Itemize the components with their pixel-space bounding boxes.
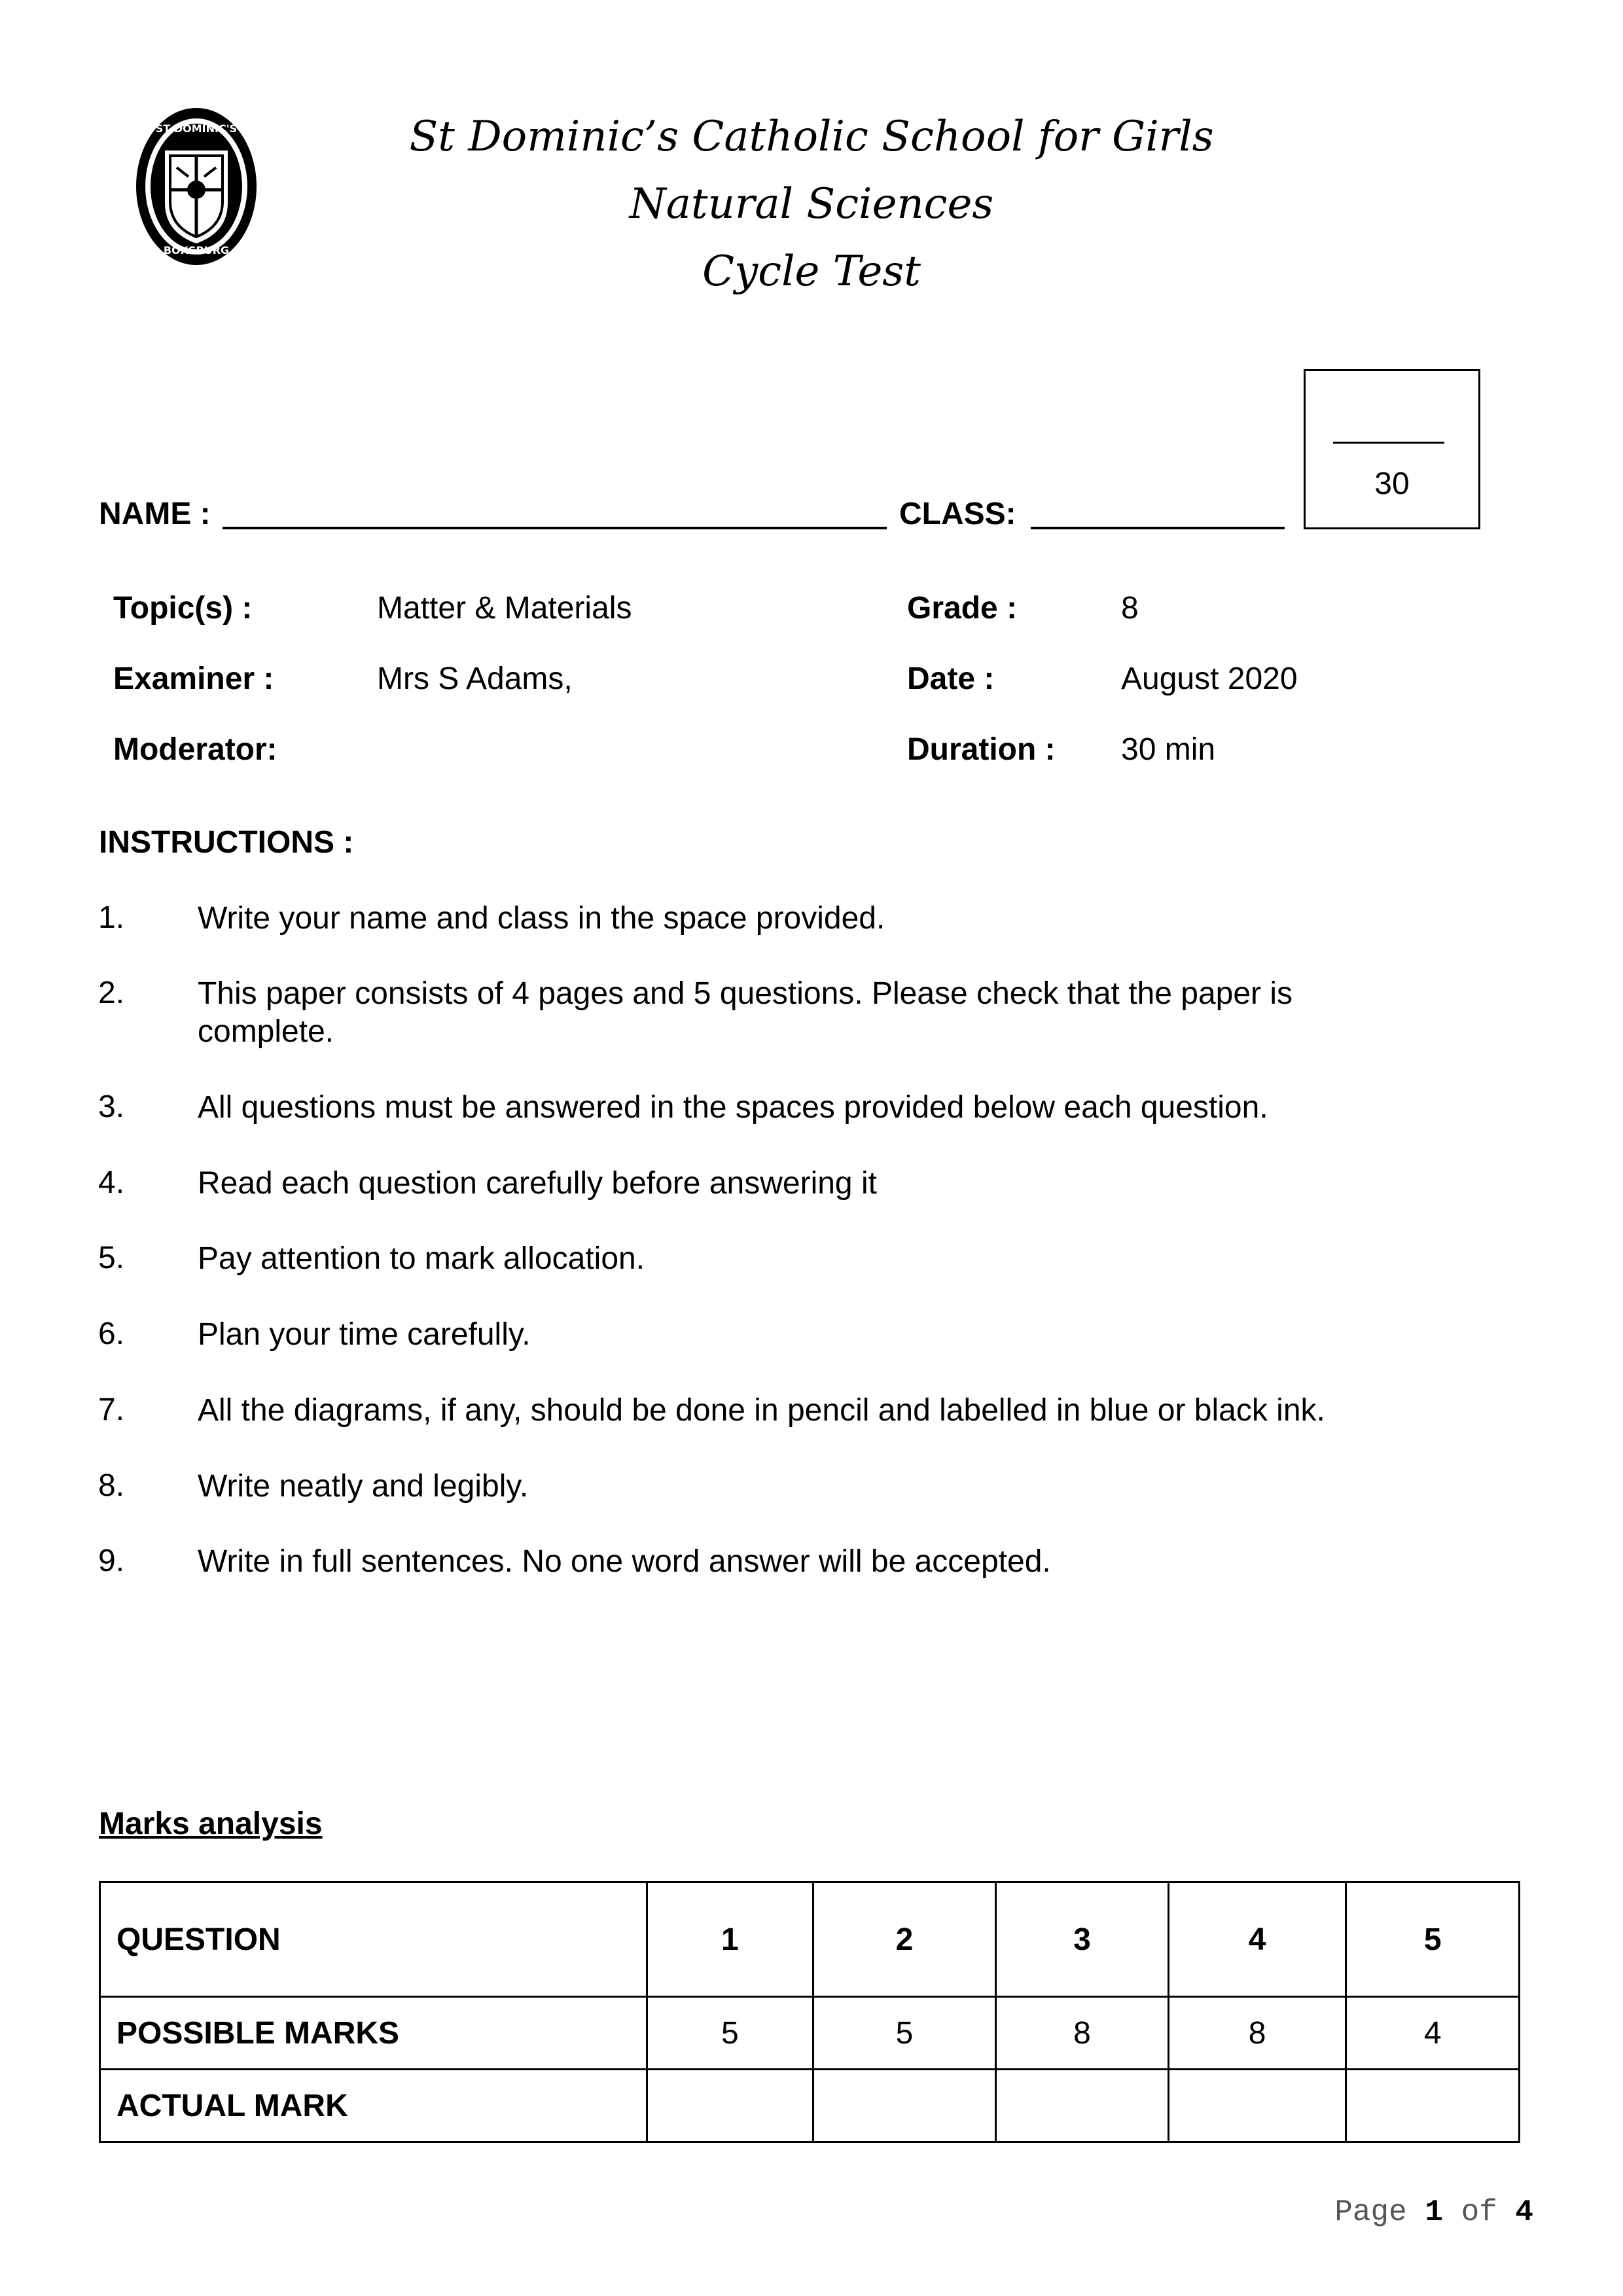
question-number: 4 xyxy=(1168,1882,1346,1997)
examiner-value: Mrs S Adams, xyxy=(377,662,573,696)
name-label: NAME : xyxy=(99,497,211,531)
page-word: Page xyxy=(1334,2195,1407,2229)
page-number: 1 xyxy=(1425,2195,1443,2229)
school-name: St Dominic’s Catholic School for Girls xyxy=(409,113,1214,161)
page-total: 4 xyxy=(1515,2195,1533,2229)
marks-analysis-title: Marks analysis xyxy=(99,1807,323,1841)
instruction-text: Plan your time carefully. xyxy=(198,1317,531,1352)
of-word: of xyxy=(1461,2195,1497,2229)
subject-title: Natural Sciences xyxy=(629,180,994,228)
possible-mark: 8 xyxy=(996,1997,1169,2070)
instruction-number: 2. xyxy=(98,976,125,1010)
question-number: 1 xyxy=(647,1882,813,1997)
date-value: August 2020 xyxy=(1121,662,1298,696)
question-number: 2 xyxy=(813,1882,996,1997)
score-total: 30 xyxy=(1374,467,1410,501)
instruction-text: Write neatly and legibly. xyxy=(198,1469,529,1504)
possible-mark: 5 xyxy=(813,1997,996,2070)
question-row-label: QUESTION xyxy=(100,1882,647,1997)
date-label: Date : xyxy=(907,662,995,696)
possible-marks-label: POSSIBLE MARKS xyxy=(100,1997,647,2070)
instruction-number: 4. xyxy=(98,1165,125,1200)
marks-analysis-table xyxy=(99,1881,1520,2143)
class-label: CLASS: xyxy=(899,497,1016,531)
test-type: Cycle Test xyxy=(702,247,921,296)
duration-value: 30 min xyxy=(1121,732,1216,767)
instructions-title: INSTRUCTIONS : xyxy=(99,825,354,860)
score-entry-line xyxy=(1333,442,1444,444)
question-number: 3 xyxy=(996,1882,1169,1997)
crest-text-bottom: BOKSBURG xyxy=(163,244,230,256)
instruction-number: 7. xyxy=(98,1392,125,1427)
class-field[interactable] xyxy=(1031,527,1285,529)
actual-mark-label: ACTUAL MARK xyxy=(100,2070,647,2142)
instruction-number: 5. xyxy=(98,1241,125,1275)
possible-mark: 5 xyxy=(647,1997,813,2070)
score-box xyxy=(1304,369,1480,529)
topic-label: Topic(s) : xyxy=(113,591,253,626)
instruction-number: 1. xyxy=(98,900,125,935)
actual-mark-cell[interactable] xyxy=(813,2070,996,2142)
grade-label: Grade : xyxy=(907,591,1018,626)
grade-value: 8 xyxy=(1121,591,1139,626)
actual-mark-cell[interactable] xyxy=(1346,2070,1520,2142)
instruction-number: 9. xyxy=(98,1544,125,1578)
instruction-text: All questions must be answered in the spaces provided below each question. xyxy=(198,1090,1268,1125)
name-field[interactable] xyxy=(223,527,887,529)
table-row xyxy=(100,1997,1520,2070)
table-row xyxy=(100,1882,1520,1997)
possible-mark: 8 xyxy=(1168,1997,1346,2070)
duration-label: Duration : xyxy=(907,732,1056,767)
instruction-text: This paper consists of 4 pages and 5 questions. Please check that the paper is complete. xyxy=(198,976,1293,1049)
instruction-number: 6. xyxy=(98,1316,125,1351)
crest-text-top: ST DOMINIC'S xyxy=(155,122,238,135)
instruction-text: Write your name and class in the space provided. xyxy=(198,901,885,936)
question-number: 5 xyxy=(1346,1882,1520,1997)
topic-value: Matter & Materials xyxy=(377,591,632,626)
instruction-text: Read each question carefully before answering it xyxy=(198,1166,877,1201)
examiner-label: Examiner : xyxy=(113,662,274,696)
moderator-label: Moderator: xyxy=(113,732,277,767)
table-row xyxy=(100,2070,1520,2142)
actual-mark-cell[interactable] xyxy=(996,2070,1169,2142)
instruction-number: 8. xyxy=(98,1468,125,1503)
actual-mark-cell[interactable] xyxy=(647,2070,813,2142)
instruction-number: 3. xyxy=(98,1089,125,1124)
instruction-text: All the diagrams, if any, should be done in pencil and labelled in blue or black ink. xyxy=(198,1393,1325,1428)
actual-mark-cell[interactable] xyxy=(1168,2070,1346,2142)
instruction-text: Pay attention to mark allocation. xyxy=(198,1241,645,1276)
possible-mark: 4 xyxy=(1346,1997,1520,2070)
instruction-text: Write in full sentences. No one word answer will be accepted. xyxy=(198,1544,1051,1579)
page-footer xyxy=(1334,2195,1533,2229)
